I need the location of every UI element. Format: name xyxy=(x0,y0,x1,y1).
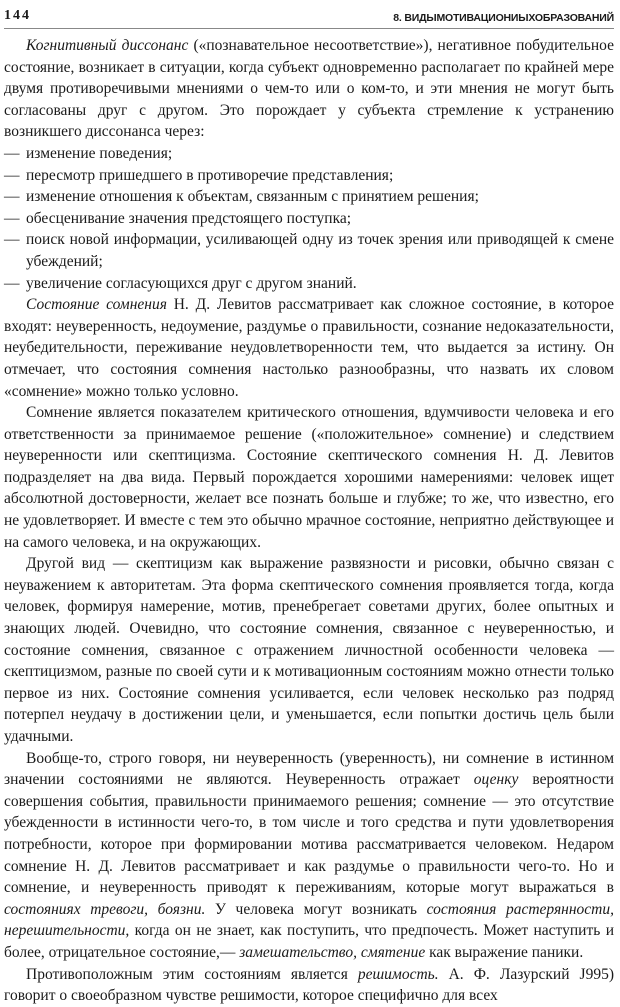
body-text xyxy=(4,35,614,1007)
paragraph: Другой вид — скептицизм как выражение развязности и рисовки, обычно связан с неуважением к авторитетам. Эта форма скептического сомнения проявляется тогда, когда человек, формируя намерение, мотив, пренебрегает советами других, более опытных и знающих людей. Очевидно, что состояние сомнения, связанное с неуверенностью, и состояние сомнения, связанное с отражением личностной особенности человека — скептицизмом, разные по своей сути и к мотивационным состояниям можно отнести только первое из них. Состояние сомнения усиливается, если человек несколько раз подряд потерпел неудачу в достижении цели, и уменьшается, если попытки достичь цель были удачными. xyxy=(4,555,614,745)
paragraph: Состояние сомнения Н. Д. Левитов рассматривает как сложное состояние, в которое входят: неуверенность, недоумение, раздумье о правильности, сознание недоказательности, неубедительности, переживание неудовлетворенности тем, что выдается за истину. Он отмечает, что состояния сомнения настолько разнообразны, что назвать их словом «сомнение» можно только условно. xyxy=(4,296,614,400)
paragraph: Когнитивный диссонанс («познавательное несоответствие»), негативное побудительное состояние, возникает в ситуации, когда субъект одновременно располагает по крайней мере двумя противоречивыми мнениями о чем-то или о ком-то, и эти мнения не могут быть согласованы друг с другом. Это порождает у субъекта стремление к устранению возникшего диссонанса через: xyxy=(4,37,614,141)
paragraph: Сомнение является показателем критического отношения, вдумчивости человека и его ответственности за принимаемое решение («положительное» сомнение) и следствием неуверенности или скептицизма. Состояние скептического сомнения Н. Д. Левитов подразделяет на два вида. Первый порождается хорошими намерениями: человек ищет абсолютной достоверности, желает все познать больше и глубже; то же, что известно, его не удовлетворяет. И вместе с тем это обычно мрачное состояние, неприятно действующее и на самого человека, и на окружающих. xyxy=(4,404,614,551)
page-header xyxy=(4,0,614,29)
page-number: 144 xyxy=(4,8,31,23)
dash-list xyxy=(4,143,614,294)
list-item: — изменение поведения; xyxy=(4,143,614,165)
paragraph: Противоположным этим состояниям является решимость. А. Ф. Лазурский J995) говорит о своеобразном чувстве решимости, которое специфично для всех xyxy=(4,965,614,1005)
running-head: 8. ВИДЫМОТИВАЦИОНИЫХОБРАЗОВАНИЙ xyxy=(393,12,614,24)
list-item: — увеличение согласующихся друг с другом знаний. xyxy=(4,273,614,295)
list-item: — поиск новой информации, усиливающей одну из точек зрения или приводящей к смене убеждений; xyxy=(4,229,614,272)
term: Состояние сомнения xyxy=(26,296,167,314)
term: Когнитивный диссонанс xyxy=(26,37,189,54)
list-item: — пересмотр пришедшего в противоречие представления; xyxy=(4,165,614,187)
paragraph: Вообще-то, строго говоря, ни неуверенность (уверенность), ни сомнение в истинном значении состояниями не являются. Неуверенность отражает оценку вероятности совершения события, правильности принимаемого решения; сомнение — это отсутствие убежденности в истинности чего-то, в том числе и того средства и пути удовлетворения потребности, которое при формировании мотива рассматривается человеком. Недаром сомнение Н. Д. Левитов рассматривает и как раздумье о правильности чего-то. Но и сомнение, и неуверенность приводят к переживаниям, которые могут выражаться в состояниях тревоги, боязни. У человека могут возникать состояния растерянности, нерешительности, когда он не знает, как поступить, что предпочесть. Может наступить и более, отрицательное состояние,— замешательство, смятение как выражение паники. xyxy=(4,749,614,961)
list-item: — изменение отношения к объектам, связанным с принятием решения; xyxy=(4,186,614,208)
list-item: — обесценивание значения предстоящего поступка; xyxy=(4,208,614,230)
